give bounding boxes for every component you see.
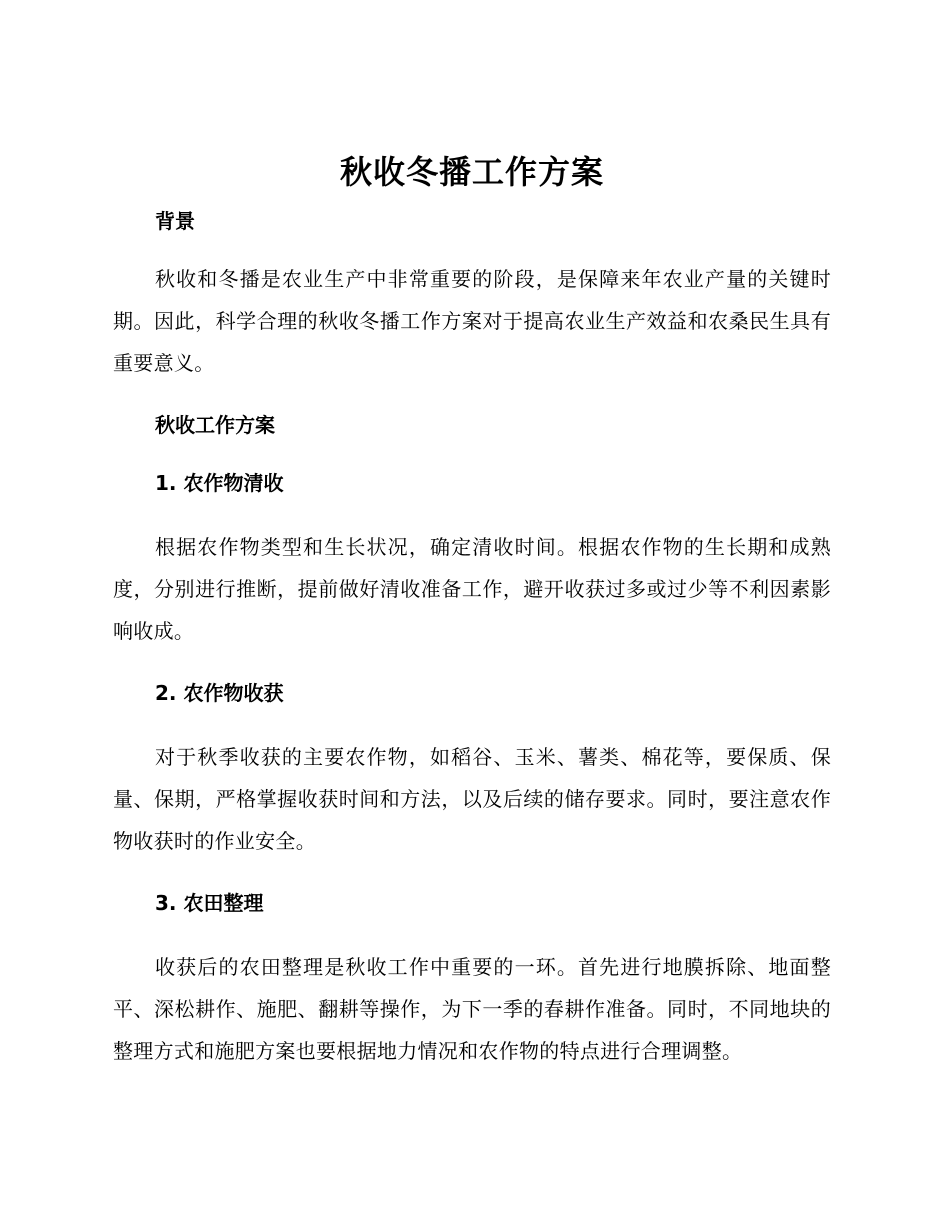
section-paragraph-field-preparation: 收获后的农田整理是秋收工作中重要的一环。首先进行地膜拆除、地面整平、深松耕作、施肥、翻耕等操作，为下一季的春耕作准备。同时，不同地块的整理方式和施肥方案也要根据地力情况和农作物的特点进行合理调整。 (113, 955, 831, 1063)
section-heading-autumn-plan: 秋收工作方案 (155, 413, 275, 437)
section-paragraph-crop-clearing: 根据农作物类型和生长状况，确定清收时间。根据农作物的生长期和成熟度，分别进行推断，提前做好清收准备工作，避开收获过多或过少等不利因素影响收成。 (113, 535, 831, 643)
section-paragraph-crop-harvest: 对于秋季收获的主要农作物，如稻谷、玉米、薯类、棉花等，要保质、保量、保期，严格掌握收获时间和方法，以及后续的储存要求。同时，要注意农作物收获时的作业安全。 (113, 745, 831, 853)
section-paragraph-background: 秋收和冬播是农业生产中非常重要的阶段，是保障来年农业产量的关键时期。因此，科学合理的秋收冬播工作方案对于提高农业生产效益和农桑民生具有重要意义。 (113, 267, 831, 375)
section-heading-crop-clearing: 1. 农作物清收 (155, 471, 284, 495)
document-title: 秋收冬播工作方案 (339, 153, 604, 191)
document-body (113, 148, 831, 1098)
section-heading-background: 背景 (155, 209, 195, 233)
section-heading-crop-harvest: 2. 农作物收获 (155, 681, 284, 705)
section-heading-field-preparation: 3. 农田整理 (155, 891, 264, 915)
